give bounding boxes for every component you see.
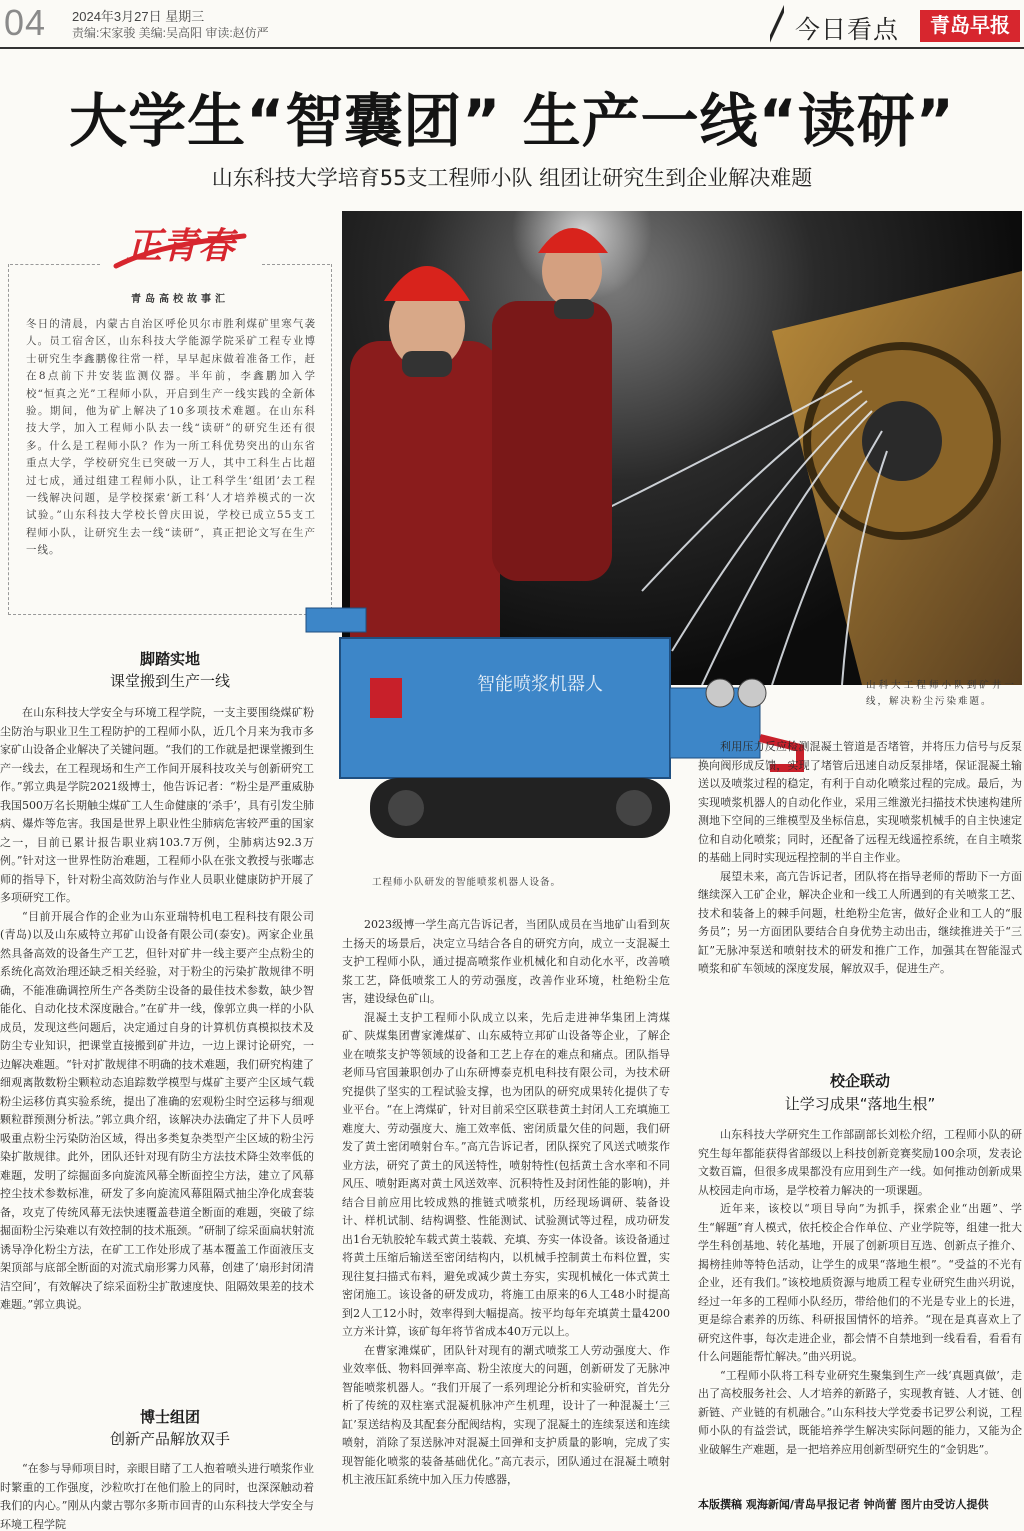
photo-caption-2: 工程师小队研发的智能喷浆机器人设备。 xyxy=(372,877,562,888)
section2-paragraph: “在参与导师项目时，亲眼目睹了工人抱着喷头进行喷浆作业时繁重的工作强度，沙粒吹打在他们脸上的同时，也深深触动着我们的内心。”刚从内蒙古鄂尔多斯市回青的山东科技大学安全与环境工程学院 xyxy=(0,1462,314,1531)
track-wheel-rear xyxy=(616,790,652,826)
section3-body xyxy=(698,1126,1022,1492)
pump-cylinder-2 xyxy=(738,679,766,707)
issue-date: 2024年3月27日 星期三 xyxy=(72,9,205,24)
page-number: 04 xyxy=(4,2,47,43)
right-column-body xyxy=(698,738,1022,1056)
middle-paragraph: 在曹家滩煤矿，团队针对现有的潮式喷浆工人劳动强度大、作业效率低、物料回弹率高、粉尘浓度大的问题，创新研发了无脉冲智能喷浆机器人。“我们开展了一系列理论分析和实验研究，首先分析了传统的双柱塞式混凝机脉冲产生机理，设计了一种混凝土‘三缸’泵送结构及其配套分配阀结构，实现了混凝土的连续泵送和连续喷射，消除了泵送脉冲对混凝土回弹和支护质量的影响，完成了实现智能化喷浆的装备基础优化。”高亢表示，团队通过在混凝土喷射机主液压缸系统中加入压力传感器， xyxy=(342,1343,670,1486)
intro-frame-top-left xyxy=(10,264,100,265)
column-logo-brush xyxy=(110,214,250,276)
middle-column-body xyxy=(342,916,670,1531)
robot-hopper xyxy=(306,608,366,632)
middle-paragraph: 混凝土支护工程师小队成立以来，先后走进神华集团上湾煤矿、陕煤集团曹家滩煤矿、山东威特立邦矿山设备等企业，了解企业在喷浆支护等领域的设备和工艺上存在的难点和痛点。团队指导老师马官国兼职创办了山东研博泰克机电科技有限公司，为技术研究提供了坚实的工程试验支撑，也为团队的研究成果转化提供了专业平台。“在上湾煤矿，针对目前采空区联巷黄土封闭人工充填施工难度大、劳动强度大、施工效率低、密闭质量欠佳的问题，我们研发了黄土密闭喷射台车。”高亢告诉记者，团队探究了风送式喷浆作业方法，研究了黄土的风送特性，喷射特性(包括黄土含水率和不同风压、喷射距离对黄土风送效率、沉积特性及封闭性能的影响)，并结合目前应用比较成熟的推链式喷浆机，历经现场调研、装备设计、样机试制、结构调整、性能测试、试验测试等过程，成功研发出1台无轨胶轮车载式黄土装载、充填、夯实一体设备。该设备通过将黄土压缩后输送至密闭结构内，以机械手控制黄土布料位置，实现往复扫描式布料，避免或减少黄土夯实，实现机械化一体式黄土密闭施工。该设备的研发成功，将施工由原来的6人工48小时提高到2人工12小时，效率得到大幅提高。按平均每年充填黄土量4200立方米计算，该矿每年将节省成本40万元以上。 xyxy=(342,1010,670,1338)
drum-hub xyxy=(862,401,942,481)
section3-paragraph: “工程师小队将工科专业研究生聚集到生产一线‘真题真做’，走出了高校服务社会、人才培养的新路子，实现教育链、人才链、创新链、产业链的有机融合。”山东科技大学党委书记罗公利说，工程师小队的有益尝试，既能培养学生解决实际问题的能力，又能为企业破解生产难题，是一把培养应用创新型研究生的“金钥匙”。 xyxy=(698,1368,1022,1456)
section1-paragraph: “目前开展合作的企业为山东亚瑞特机电工程科技有限公司(青岛)以及山东威特立邦矿山设备有限公司(泰安)。两家企业虽然具备高效的设备生产工艺，但针对矿井一线主要产尘点粉尘的系统化高效治理还缺乏相关经验，对于粉尘的污染扩散规律不明确，不能准确调控所生产各类防尘设备的最佳技术参数，缺少智能化、自动化技术深度融合。”在矿井一线，像郭立典一样的小队成员，发现这些问题后，决定通过自身的计算机仿真模拟技术及防尘专业知识，把课堂直接搬到矿井边，一边上课讨论研究，一边解决难题。“针对扩散规律不明确的技术难题，我们研究构建了细观离散数粉尘颗粒动态追踪数学模型与煤矿主要产尘区域气载粉尘运移仿真实验系统，提出了准确的宏观粉尘时空运移与细观颗粒群预测分析法。”郭立典介绍，该解决办法确定了井下人员呼吸重点粉尘污染防治区域，得出多类复杂类型产尘区域的粉尘污染扩散规律。此外，团队还针对现有防尘方法技术降尘效率低的难题，发明了综掘面多向旋流风幕全断面控尘方法，建立了风幕控尘技术参数标准，研发了多向旋流风幕阻隔式抽尘净化成套装备，攻克了传统风幕无法快速覆盖巷道全断面的难题，突破了综掘面粉尘污染难以有效控制的技术瓶颈。“研制了综采面扁状射流诱导净化粉尘方法，在矿工工作处形成了基本覆盖工作面液压支架顶部与底部全断面的对流式扇形雾力风幕，创建了‘扇形封闭清洁空间’，有效解决了综采面粉尘扩散速度快、阻隔效果差的技术难题。”郭立典说。 xyxy=(0,909,314,1311)
robot-label: 智能喷浆机器人 xyxy=(477,674,603,695)
worker-2-respirator xyxy=(554,299,594,319)
section2-subtitle: 创新产品解放双手 xyxy=(109,1430,230,1448)
editor-credits: 责编:宋家骏 美编:吴高阳 审读:赵仿严 xyxy=(72,26,269,40)
section2-body xyxy=(0,1460,314,1531)
section3-paragraph: 近年来，该校以“项目导向”为抓手，探索企业“出题”、学生“解题”育人模式，依托校企合作单位、产业学院等，组建一批大学生科创基地、转化基地，开展了创新项目互选、创新点子推介、揭榜挂帅等特色活动，让学生的成果“落地生根”。“受益的不光有企业，还有我们。”该校地质资源与地质工程专业研究生曲兴玥说，经过一年多的工程师小队经历，带给他们的不光是专业上的长进，更是综合素养的历练、科研报国情怀的培养。“现在是真喜欢上了研究这件事，每次走进企业，都会情不自禁地到一线看看，看看有什么问题能帮忙解决。”曲兴玥说。 xyxy=(698,1202,1022,1363)
section1-body xyxy=(0,704,314,1394)
subheadline: 山东科技大学培育55支工程师小队 组团让研究生到企业解决难题 xyxy=(211,166,813,190)
track-wheel-front xyxy=(388,790,424,826)
section3-paragraph: 山东科技大学研究生工作部副部长刘松介绍，工程师小队的研究生每年都能获得省部级以上科技创新竞赛奖励100余项，发表论文数百篇，但很多成果都没有应用到生产一线。如何推动创新成果从校园走向市场，是学校着力解决的一项课题。 xyxy=(698,1128,1022,1197)
worker-2-suit xyxy=(492,301,612,581)
intro-frame-top-right xyxy=(262,264,330,265)
header-rule xyxy=(0,47,1024,49)
worker-1-respirator xyxy=(402,351,452,377)
section2-title: 博士组团 xyxy=(139,1408,200,1426)
section3-subtitle: 让学习成果“落地生根” xyxy=(784,1095,936,1113)
section3-title: 校企联动 xyxy=(829,1072,890,1090)
newspaper-logo: 青岛早报 xyxy=(920,10,1020,42)
section1-subtitle: 课堂搬到生产一线 xyxy=(109,672,230,690)
column-logo-title: 正青春 xyxy=(125,225,235,267)
worker-1-helmet xyxy=(384,266,470,301)
byline: 本版撰稿 观海新闻/青岛早报记者 钟尚蕾 图片由受访人提供 xyxy=(698,1498,989,1511)
pump-cylinder-1 xyxy=(706,679,734,707)
headline: 大学生“智囊团” 生产一线“读研” xyxy=(69,87,955,155)
middle-paragraph: 2023级博一学生高亢告诉记者，当团队成员在当地矿山看到灰土扬天的场景后，决定立马结合各自的研究方向，成立一支混凝土支护工程师小队，通过提高喷浆作业机械化和自动化水平，改善喷浆工艺，降低喷浆工人的劳动强度，改善作业环境，杜绝粉尘危害，建设绿色矿山。 xyxy=(342,918,670,1005)
column-logo-caption: 青岛高校故事汇 xyxy=(131,294,229,305)
section-name: 今日看点 xyxy=(795,16,900,44)
section1-paragraph: 在山东科技大学安全与环境工程学院，一支主要围绕煤矿粉尘防治与职业卫生工程防护的工程师小队，近几个月来为我市多家矿山设备企业解决了关键问题。“我们的工作就是把课堂搬到生产一线去，在工程现场和生产工作间开展科技攻关与创新研究工作。”郭立典是学院2021级博士，他告诉记者：“粉尘是严重威胁我国500万名长期触尘煤矿工人生命健康的‘杀手’，具有引发尘肺病、爆炸等危害。我国是世界上职业性尘肺病危害较严重的国家之一，目前已累计报告职业病103.7万例，尘肺病达92.3万例。”针对这一世界性防治难题，工程师小队在张文教授与张嘟志师的指导下，针对粉尘高效防治与作业人员职业健康防护开展了多项研究工作。 xyxy=(0,706,314,904)
right-paragraph: 展望未来，高亢告诉记者，团队将在指导老师的帮助下一方面继续深入工矿企业，解决企业和一线工人所遇到的有关喷浆工艺、技术和装备上的棘手问题，杜绝粉尘危害，做好企业和工人的“服务员”；另一方面团队要结合自身优势主动出击，继续推进关于“三缸”无脉冲泵送和喷射技术的研发和推广工作，加强其在智能湿式喷浆和矿车领域的深度发展，解放双手，促进生产。 xyxy=(698,869,1022,975)
photo-caption-1: 山科大工程师小队到矿井一线，解决粉尘污染难题。 xyxy=(866,680,1016,707)
robot-control-box xyxy=(370,678,402,718)
header-divider xyxy=(770,0,784,46)
section1-title: 脚踏实地 xyxy=(139,650,200,668)
intro-paragraph: 冬日的清晨，内蒙古自治区呼伦贝尔市胜利煤矿里寒气袭人。员工宿舍区，山东科技大学能源学院采矿工程专业博士研究生李鑫鹏像往常一样，早早起床做着准备工作，赶在8点前下井安装监测仪器。半年前，李鑫鹏加入学校“恒真之光”工程师小队，开启到生产一线实践的全新体验。期间，他为矿上解决了10多项技术难题。在山东科技大学，加入工程师小队去一线“读研”的研究生还有很多。什么是工程师小队？作为一所工科优势突出的山东省重点大学，学校研究生已突破一万人，其中工科生占比超过七成，通过组建工程师小队，让工科学生‘组团’去工程一线解决问题，是学校探索‘新工科’人才培养模式的一次试验。”山东科技大学校长曾庆田说，学校已成立55支工程师小队，让研究生去一线“读研”，真正把论文写在生产一线。 xyxy=(26,318,316,557)
right-paragraph: 利用压力反应检测混凝土管道是否堵管，并将压力信号与反泵换向阀形成反馈，实现了堵管后迅速自动反泵排堵，保证混凝土输送以及喷浆过程的稳定，有利于自动化喷浆过程的完成。最后，为实现喷浆机器人的自动化作业，采用三维激光扫描技术快速构建所测地下空间的三维模型及坐标信息，实现喷浆机械手的自主快速定位和自动化喷浆；同时，还配备了远程无线遥控系统，在自主喷浆的基础上同时实现远程控制的半自主作业。 xyxy=(698,740,1022,864)
